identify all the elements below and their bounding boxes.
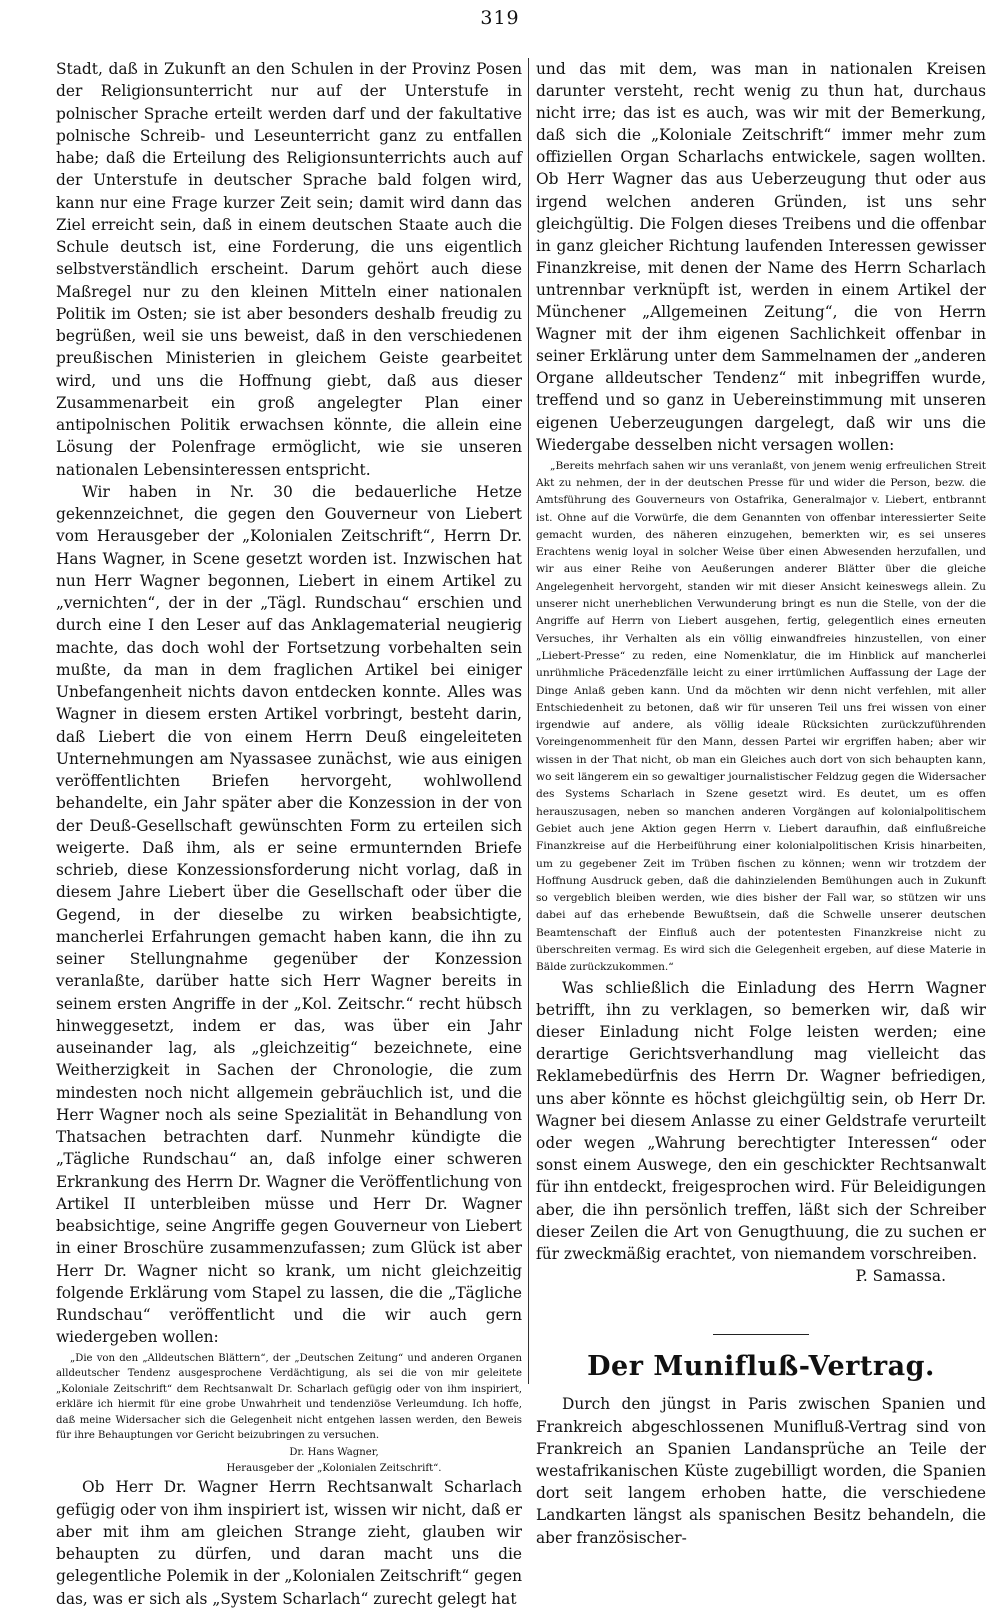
section-title: Der Munifluß-Vertrag.	[587, 1351, 935, 1383]
right-paragraph-continuation: und das mit dem, was man in nationalen Kreisen darunter versteht, recht wenig zu thun hat, durchaus nicht irre; das ist es auch, was wir mit der Bemerkung, daß sich die „Koloniale Zeitschrift“ immer mehr zum offiziellen Organ Scharlachs entwickele, sagen wollten. Ob Herr Wagner das aus Ueberzeugung thut oder aus irgend welchen anderen Gründen, ist uns sehr gleichgültig. Die Folgen dieses Treibens und die offenbar in ganz gleicher Richtung laufenden Interessen gewisser Finanzkreise, mit denen der Name des Herrn Scharlach untrennbar verknüpft ist, werden in einem Artikel der Münchener „Allgemeinen Zeitung“, die von Herrn Wagner mit der ihm eigenen Sachlichkeit offenbar in seiner Erklärung unter dem Sammelnamen der „anderen Organe alldeutscher Tendenz“ mit inbegriffen wurde, treffend und so ganz in Uebereinstimmung mit unseren eigenen Ueberzeugungen dargelegt, daß wir uns die Wiedergabe desselben nicht versagen wollen:	[536, 60, 986, 454]
author-line	[536, 1265, 986, 1287]
left-column	[56, 58, 522, 1608]
left-paragraph-wagner-liebert: Wir haben in Nr. 30 die bedauerliche Hetze gekennzeichnet, die gegen den Gouverneur von Liebert vom Herausgeber der „Kolonialen Zeitschrift“, Herrn Dr. Hans Wagner, in Scene gesetzt worden ist. Inzwischen hat nun Herr Wagner begonnen, Liebert in einem Artikel zu „vernichten“, der in der „Tägl. Rundschau“ erschien und durch eine I den Leser auf das Anklagematerial neugierig machte, das doch wohl der Fortsetzung vorbehalten sein mußte, da man in dem fraglichen Artikel bei einiger Unbefangenheit nichts davon entdecken konnte. Alles was Wagner in diesem ersten Artikel vorbringt, besteht darin, daß Liebert die von einem Herrn Deuß eingeleiteten Unternehmungen am Nyassasee zunächst, wie aus einigen veröffentlichten Briefen hervorgeht, wohlwollend behandelte, ein Jahr später aber die Konzession in der von der Deuß-Gesellschaft gewünschten Form zu erteilen sich weigerte. Daß ihm, als er seine ermunternden Briefe schrieb, diese Konzessionsforderung nicht vorlag, daß in diesem Jahre Liebert über die Gesellschaft oder über die Gegend, in der dieselbe zu wirken beabsichtigte, mancherlei Erfahrungen gemacht haben kann, die ihn zu seiner Stellungnahme gegenüber der Konzession veranlaßte, darüber hatte sich Herr Wagner bereits in seinem ersten Angriffe in der „Kol. Zeitschr.“ recht hübsch hinweggesetzt, indem er das, was über ein Jahr auseinander lag, als „gleichzeitig“ bezeichnete, eine Weitherzigkeit in Sachen der Chronologie, die zum mindesten noch nicht allgemein gebräuchlich ist, und die Herr Wagner noch als seine Spezialität in Behandlung von Thatsachen betrachten darf. Nunmehr kündigte die „Tägliche Rundschau“ an, daß infolge einer schweren Erkrankung des Herrn Dr. Wagner die Veröffentlichung von Artikel II unterbleiben müsse und Herr Dr. Wagner beabsichtige, seine Angriffe gegen Gouverneur von Liebert in einer Broschüre zusammenzufassen; zum Glück ist aber Herr Dr. Wagner nicht so krank, um nicht gleichzeitig folgende Erklärung vom Stapel zu lassen, die die „Tägliche Rundschau“ veröffentlicht und die wir auch gern wiedergeben wollen:	[56, 482, 522, 1347]
signature-role: Herausgeber der „Kolonialen Zeitschrift“.	[226, 1462, 442, 1474]
allgemeine-zeitung-quote: „Bereits mehrfach sahen wir uns veranlaßt, von jenem wenig erfreulichen Streit Akt zu nehmen, der in der deutschen Presse für und wider die Person, bezw. die Amtsführung des Gouverneurs von Ostafrika, Generalmajor v. Liebert, entbrannt ist. Ohne auf die Vorwürfe, die dem Genannten von offenbar interessierter Seite gemacht wurden, des näheren einzugehen, bemerkten wir, es sei unseres Erachtens wenig loyal in solcher Weise über einen Abwesenden herzufallen, und wir aus einer Reihe von Aeußerungen anderer Blätter über die gleiche Angelegenheit hervorgeht, standen wir mit dieser Ansicht keineswegs allein. Zu unserer nicht unerheblichen Verwunderung bringt es nun die Stelle, von der die Angriffe auf Herrn von Liebert ausgehen, fertig, gelegentlich eines erneuten Versuches, ihr Verhalten als ein völlig einwandfreies hinzustellen, von einer „Liebert-Presse“ zu reden, eine Nomenklatur, die im Hinblick auf mancherlei unrühmliche Präcedenzfälle leicht zu einer irrtümlichen Auffassung der Lage der Dinge Anlaß geben kann. Und da möchten wir denn nicht verfehlen, mit aller Entschiedenheit zu betonen, daß wir für unseren Teil uns frei wissen von einer irgendwie auf andere, als völlig ideale Rücksichten zurückzuführenden Voreingenommenheit für den Mann, dessen Partei wir ergriffen haben; aber wir wissen in der That nicht, ob man ein Gleiches auch dort von sich behaupten kann, wo seit längerem ein so gewaltiger journalistischer Feldzug gegen die Widersacher des Systems Scharlach in Szene gesetzt wird. Es deutet, um es offen herauszusagen, neben so manchen anderen Vorgängen auf kolonialpolitischem Gebiet auch jene Aktion gegen Herrn v. Liebert daraufhin, daß einflußreiche Finanzkreise auf die Herbeiführung einer kolonialpolitischen Krisis hinarbeiten, um zu gegebener Zeit im Trüben fischen zu können; wenn wir trotzdem der Hoffnung Ausdruck geben, daß die dahinzielenden Bemühungen auch in Zukunft so vergeblich bleiben werden, wie dies bisher der Fall war, so stützen wir uns dabei auf das erhebende Bewußtsein, daß die Schwelle unserer deutschen Beamtenschaft der Einfluß auch der potentesten Finanzkreise nicht zu überschreiten vermag. Es wird sich die Gelegenheit ergeben, auf diese Materie in Bälde zurückzukommen.“	[536, 459, 986, 974]
section-divider	[713, 1334, 809, 1335]
right-paragraph-munifluss: Durch den jüngst in Paris zwischen Spanien und Frankreich abgeschlossenen Munifluß-Vertrag sind von Frankreich an Spanien Landansprüche an Teile der westafrikanischen Küste zugebilligt worden, die Spanien dort seit langem erhoben hatte, die verschiedene Landkarten längst als spanischen Besitz behandeln, die aber französischer-	[536, 1395, 986, 1547]
author-signature: P. Samassa.	[855, 1267, 946, 1286]
left-paragraph-scharlach: Ob Herr Dr. Wagner Herrn Rechtsanwalt Scharlach gefügig oder von ihm inspiriert ist, wissen wir nicht, daß er aber mit ihm am gleichen Strange zieht, glauben wir behaupten zu dürfen, und daran macht uns die gelegentliche Polemik in der „Kolonialen Zeitschrift“ gegen das, was er sich als „System Scharlach“ zurecht gelegt hat	[56, 1478, 522, 1608]
left-paragraph-posen-schools: Stadt, daß in Zukunft an den Schulen in der Provinz Posen der Religionsunterricht nur auf der Unterstufe in polnischer Sprache erteilt werden darf und der fakultative polnische Schreib- und Leseunterricht ganz zu entfallen habe; daß die Erteilung des Religionsunterrichts auch auf der Unterstufe in deutscher Sprache bald folgen wird, kann nur eine Frage kurzer Zeit sein; damit wird dann das Ziel erreicht sein, daß in einem deutschen Staate auch die Schule deutsch ist, eine Forderung, die uns eigentlich selbstverständlich erscheint. Darum gehört auch diese Maßregel nur zu den kleinen Mitteln einer nationalen Politik im Osten; sie ist aber besonders deshalb freudig zu begrüßen, weil sie uns beweist, daß in den verschiedenen preußischen Ministerien in gleichem Geiste gearbeitet wird, und uns die Hoffnung giebt, daß aus dieser Zusammenarbeit ein groß angelegter Plan einer antipolnischen Politik erwachsen könnte, die allein eine Lösung der Polenfrage ermöglicht, wie sie unseren nationalen Lebensinteressen entspricht.	[56, 60, 522, 479]
right-column	[536, 58, 986, 1547]
page-number: 319	[480, 7, 520, 29]
right-paragraph-lawsuit: Was schließlich die Einladung des Herrn Wagner betrifft, ihn zu verklagen, so bemerken wir, daß wir dieser Einladung nicht Folge leisten werden; eine derartige Gerichtsverhandlung mag vielleicht das Reklamebedürfnis des Herrn Dr. Wagner befriedigen, uns aber könnte es höchst gleichgültig sein, ob Herr Dr. Wagner bei diesem Anlasse zu einer Geldstrafe verurteilt oder wegen „Wahrung berechtigter Interessen“ oder sonst einem Auswege, den ein geschickter Rechtsanwalt für ihn entdeckt, freigesprochen wird. Für Beleidigungen aber, die ihn persönlich treffen, läßt sich der Schreiber dieser Zeilen die Art von Genugthuung, die zu suchen er für zweckmäßig erachtet, von niemandem vorschreiben.	[536, 978, 986, 1264]
signature-name: Dr. Hans Wagner,	[289, 1447, 379, 1459]
column-divider	[528, 58, 529, 1384]
wagner-declaration-quote: „Die von den „Alldeutschen Blättern“, der „Deutschen Zeitung“ und anderen Organen alldeutscher Tendenz ausgesprochene Verdächtigung, als sei die von mir geleitete „Koloniale Zeitschrift“ dem Rechtsanwalt Dr. Scharlach gefügig oder von ihm inspiriert, erkläre ich hiermit für eine grobe Unwahrheit und tendenziöse Verleumdung. Ich hoffe, daß meine Widersacher sich die Gelegenheit nicht entgehen lassen werden, den Beweis für ihre Behauptungen vor Gericht beizubringen zu versuchen.	[56, 1352, 522, 1442]
